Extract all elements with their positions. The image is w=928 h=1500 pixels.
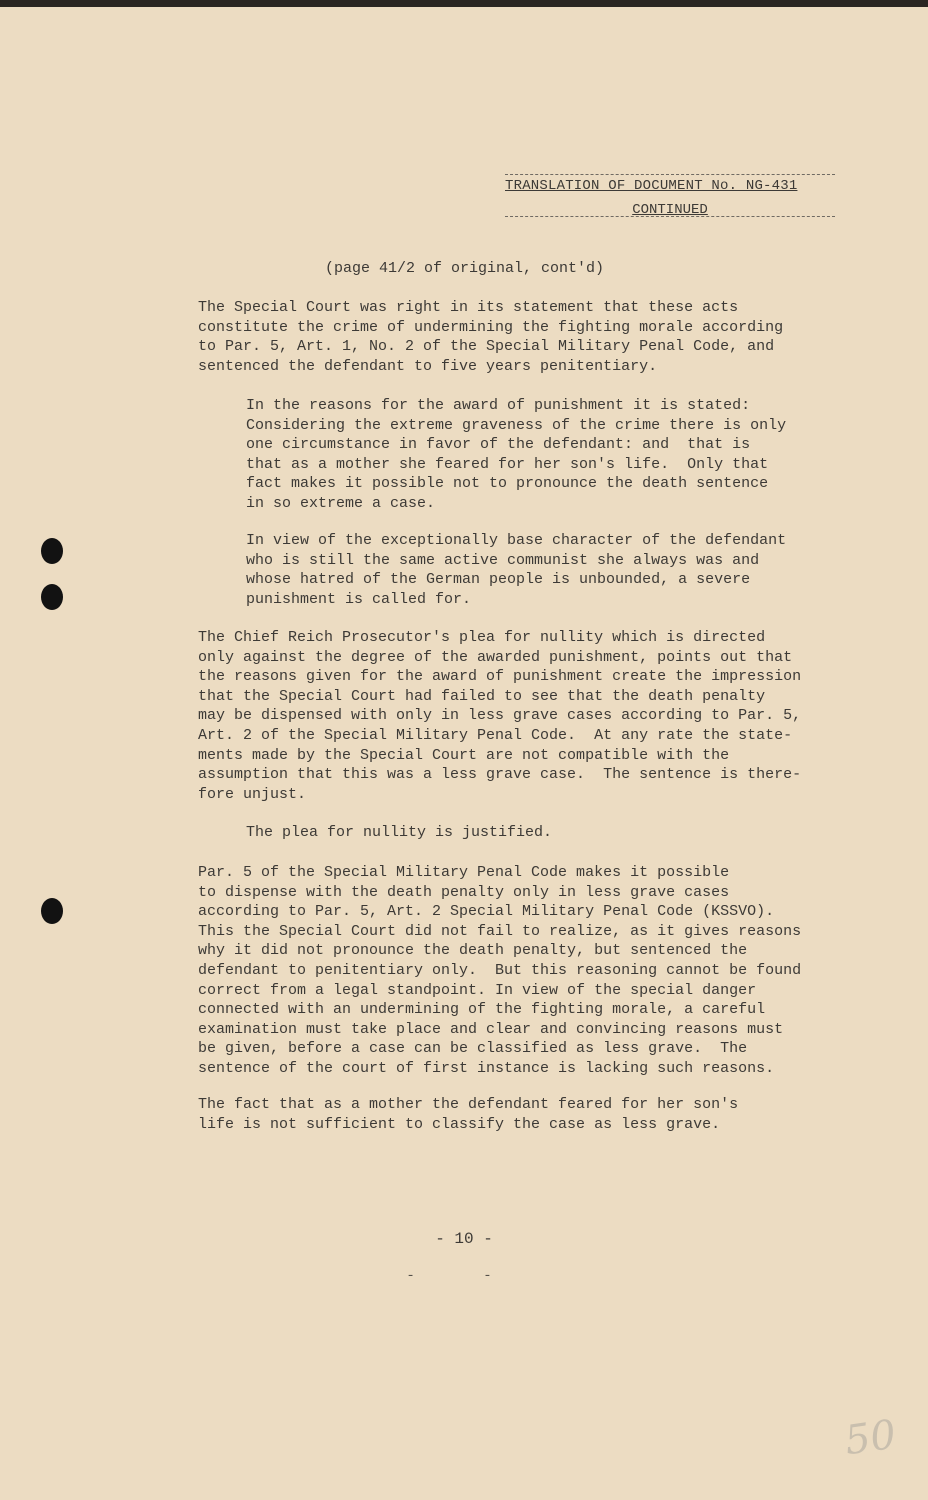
continued-label: CONTINUED (632, 202, 708, 218)
document-title: TRANSLATION OF DOCUMENT No. NG-431 (505, 178, 798, 194)
paragraph-character-quote: In view of the exceptionally base character of the defendant who is still the same active communist she always was and whose hatred of the German people is unbounded, a severe punishment is called for. (246, 532, 787, 608)
punch-hole (41, 898, 63, 924)
document-subtitle (505, 202, 835, 218)
page-number: - 10 - (435, 1230, 493, 1248)
paragraph-reasons-quote: In the reasons for the award of punishment it is stated: Considering the extreme graveness of the crime there is only one circumstance in favor of the defendant: and that is that as a mother she feared for her son's life. Only that fact makes it possible not to pronounce the death sentence in so extreme a case. (246, 397, 787, 512)
header-rule-top (505, 174, 835, 175)
paragraph-prosecutor-plea: The Chief Reich Prosecutor's plea for nullity which is directed only against the degree of the awarded punishment, points out that the reasons given for the award of punishment create the impression that the Special Court had failed to see that the death penalty may be dispensed with only in less grave cases according to Par. 5, Art. 2 of the Special Military Penal Code. At any rate the state- ments made by the Special Court are not compatible with the assumption that this was a less grave case. The sentence is there- fore unjust. (198, 629, 802, 803)
paragraph-special-court: The Special Court was right in its statement that these acts constitute the crime of undermining the fighting morale according to Par. 5, Art. 1, No. 2 of the Special Military Penal Code, and sentenced the defendant to five years penitentiary. (198, 299, 784, 375)
paragraph-par5-analysis: Par. 5 of the Special Military Penal Code makes it possible to dispense with the death penalty only in less grave cases according to Par. 5, Art. 2 Special Military Penal Code (KSSVO). This the Special Court did not fail to realize, as it gives reasons why it did not pronounce the death penalty, but sentenced the defendant to penitentiary only. But this reasoning cannot be found correct from a legal standpoint. In view of the special danger connected with an undermining of the fighting morale, a careful examination must take place and clear and convincing reasons must be given, before a case can be classified as less grave. The sentence of the court of first instance is lacking such reasons. (198, 864, 802, 1077)
scan-top-edge (0, 0, 928, 7)
paragraph-conclusion: The fact that as a mother the defendant feared for her son's life is not sufficient to classify the case as less grave. (198, 1096, 739, 1133)
punch-hole (41, 538, 63, 564)
paragraph-plea-justified: The plea for nullity is justified. (246, 824, 553, 841)
page-reference: (page 41/2 of original, cont'd) (325, 260, 605, 277)
punch-hole (41, 584, 63, 610)
handwritten-page-mark: 50 (842, 1411, 899, 1465)
footer-marks: - - (406, 1268, 522, 1284)
